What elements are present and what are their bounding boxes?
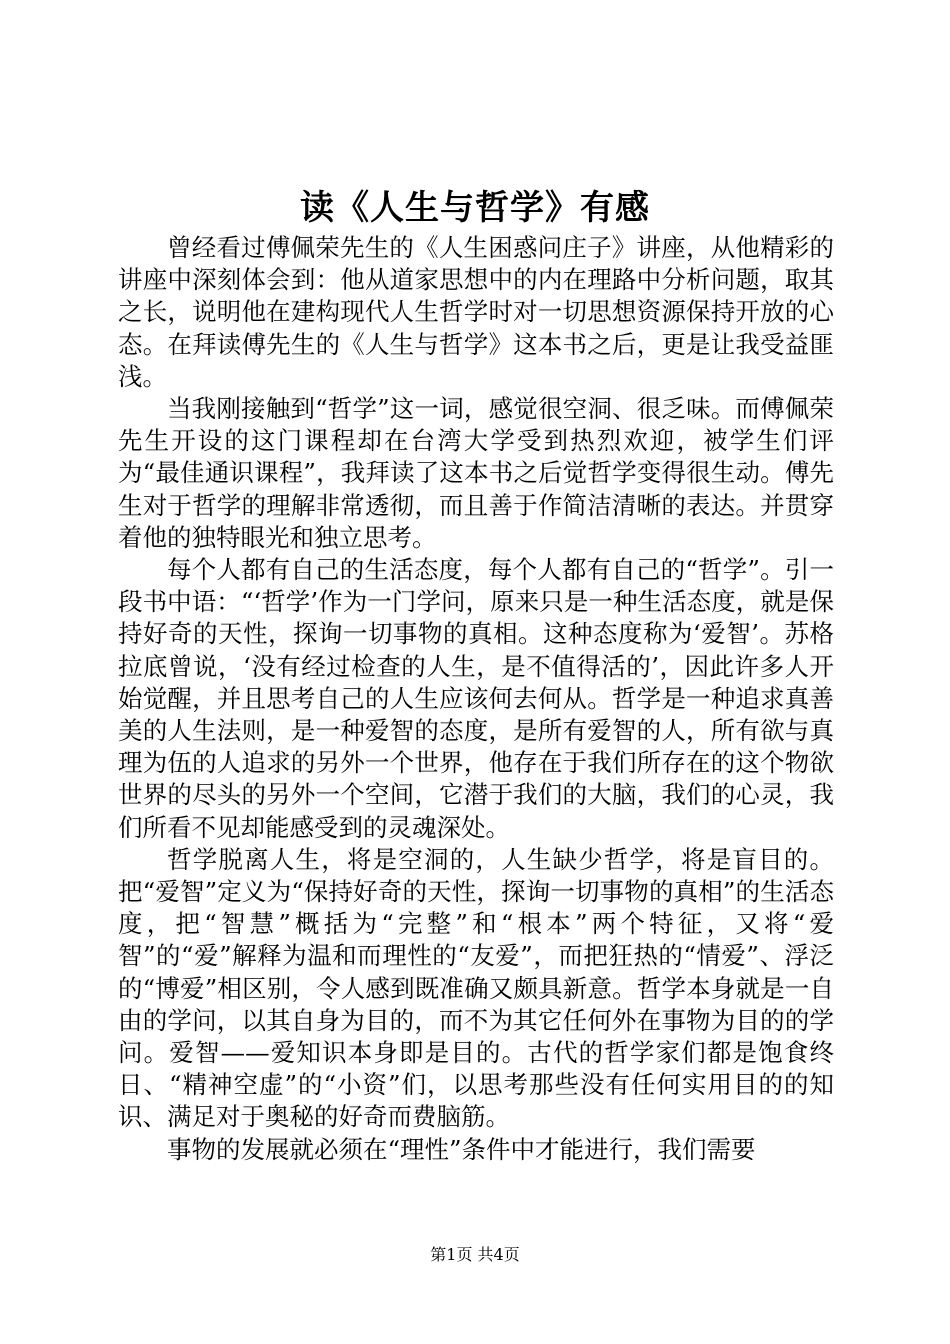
page-footer: 第1页 共4页 [430, 1245, 520, 1264]
paragraph-4: 哲学脱离人生，将是空洞的，人生缺少哲学，将是盲目的。把“爱智”定义为“保持好奇的天性，探询一切事物的真相”的生活态度，把“智慧”概括为“完整”和“根本”两个特征，又将“爱智”的“爱”解释为温和而理性的“友爱”，而把狂热的“情爱”、浮泛的“博爱”相区别，令人感到既准确又颇具新意。哲学本身就是一自由的学问，以其自身为目的，而不为其它任何外在事物为目的的学问。爱智——爱知识本身即是目的。古代的哲学家们都是饱食终日、“精神空虚”的“小资”们，以思考那些没有任何实用目的的知识、满足对于奥秘的好奇而费脑筋。 [118, 844, 834, 1132]
document-body [118, 232, 834, 1166]
paragraph-5: 事物的发展就必须在“理性”条件中才能进行，我们需要 [167, 1134, 756, 1164]
paragraph-1: 曾经看过傅佩荣先生的《人生困惑问庄子》讲座，从他精彩的讲座中深刻体会到：他从道家思想中的内在理路中分析问题，取其之长，说明他在建构现代人生哲学时对一切思想资源保持开放的心态。在拜读傅先生的《人生与哲学》这本书之后，更是让我受益匪浅。 [118, 233, 834, 391]
paragraph-2: 当我刚接触到“哲学”这一词，感觉很空洞、很乏味。而傅佩荣先生开设的这门课程却在台湾大学受到热烈欢迎，被学生们评为“最佳通识课程”，我拜读了这本书之后觉哲学变得很生动。傅先生对于哲学的理解非常透彻，而且善于作简洁清晰的表达。并贯穿着他的独特眼光和独立思考。 [118, 394, 834, 552]
paragraph-3: 每个人都有自己的生活态度，每个人都有自己的“哲学”。引一段书中语：“‘哲学’作为一门学问，原来只是一种生活态度，就是保持好奇的天性，探询一切事物的真相。这种态度称为‘爱智’。苏格拉底曾说，‘没有经过检查的人生，是不值得活的’，因此许多人开始觉醒，并且思考自己的人生应该何去何从。哲学是一种追求真善美的人生法则，是一种爱智的态度，是所有爱智的人，所有欲与真理为伍的人追求的另外一个世界，他存在于我们所存在的这个物欲世界的尽头的另外一个空间，它潜于我们的大脑，我们的心灵，我们所看不见却能感受到的灵魂深处。 [118, 555, 834, 842]
document-title: 读《人生与哲学》有感 [300, 188, 650, 228]
